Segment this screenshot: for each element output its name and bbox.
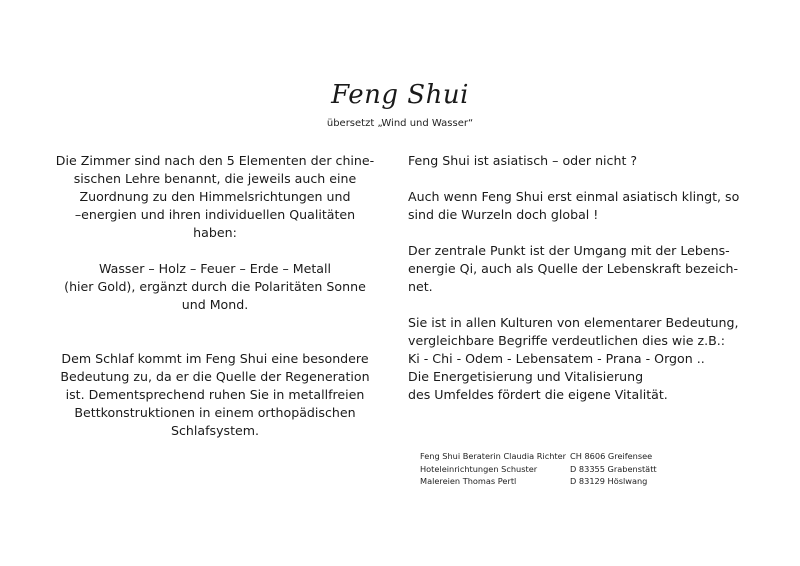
text-line: sind die Wurzeln doch global ! bbox=[408, 207, 599, 222]
text-line: Schlafsystem. bbox=[170, 423, 260, 438]
text-line: Der zentrale Punkt ist der Umgang mit der Lebens- bbox=[408, 243, 730, 258]
contact-location: D 83129 Höslwang bbox=[570, 476, 648, 486]
text-line: Auch wenn Feng Shui erst einmal asiatisch klingt, so bbox=[408, 189, 740, 204]
text-line: Ki - Chi - Odem - Lebensatem - Prana - Orgon .. bbox=[408, 351, 705, 366]
text-line: Dem Schlaf kommt im Feng Shui eine besondere bbox=[61, 351, 369, 366]
text-line: Bettkonstruktionen in einem orthopädischen bbox=[74, 405, 356, 420]
right-column bbox=[408, 152, 768, 404]
text-line: haben: bbox=[193, 225, 237, 240]
contact-name: Feng Shui Beraterin Claudia Richter bbox=[420, 451, 567, 461]
sleep-paragraph bbox=[40, 350, 390, 440]
text-line: Bedeutung zu, da er die Quelle der Regeneration bbox=[60, 369, 370, 384]
text-line: energie Qi, auch als Quelle der Lebenskraft bezeich- bbox=[408, 261, 739, 276]
text-line: Sie ist in allen Kulturen von elementarer Bedeutung, bbox=[408, 315, 739, 330]
contacts-list bbox=[420, 450, 657, 488]
text-line: vergleichbare Begriffe verdeutlichen dies wie z.B.: bbox=[408, 333, 725, 348]
left-column bbox=[40, 152, 390, 440]
text-line: des Umfeldes fördert die eigene Vitalität. bbox=[408, 387, 668, 402]
contact-location: CH 8606 Greifensee bbox=[570, 451, 653, 461]
text-line: ist. Dementsprechend ruhen Sie in metallfreien bbox=[65, 387, 365, 402]
rooms-elements-paragraph bbox=[40, 152, 390, 242]
contact-row bbox=[420, 450, 657, 463]
cultures-paragraph bbox=[408, 314, 768, 404]
text-line: –energien und ihren individuellen Qualitäten bbox=[74, 207, 356, 222]
roots-paragraph bbox=[408, 188, 768, 224]
text-line: net. bbox=[408, 279, 433, 294]
text-line: und Mond. bbox=[181, 297, 249, 312]
text-line: Zuordnung zu den Himmelsrichtungen und bbox=[79, 189, 351, 204]
text-line: Die Zimmer sind nach den 5 Elementen der chine- bbox=[55, 153, 375, 168]
contact-row bbox=[420, 463, 657, 476]
text-line: sischen Lehre benannt, die jeweils auch eine bbox=[73, 171, 357, 186]
page-title: Feng Shui bbox=[331, 80, 469, 110]
contact-name: Malereien Thomas Pertl bbox=[420, 476, 517, 486]
page-subtitle: übersetzt „Wind und Wasser“ bbox=[326, 118, 474, 129]
text-line: (hier Gold), ergänzt durch die Polaritäten Sonne bbox=[64, 279, 366, 294]
text-line: Die Energetisierung und Vitalisierung bbox=[408, 369, 644, 384]
elements-list-paragraph bbox=[40, 260, 390, 314]
question-heading: Feng Shui ist asiatisch – oder nicht ? bbox=[408, 153, 638, 168]
contact-name: Hoteleinrichtungen Schuster bbox=[420, 463, 538, 474]
contact-location: D 83355 Grabenstätt bbox=[570, 463, 657, 474]
text-line: Wasser – Holz – Feuer – Erde – Metall bbox=[98, 261, 332, 276]
life-energy-paragraph bbox=[408, 242, 768, 296]
contact-row bbox=[420, 475, 657, 488]
